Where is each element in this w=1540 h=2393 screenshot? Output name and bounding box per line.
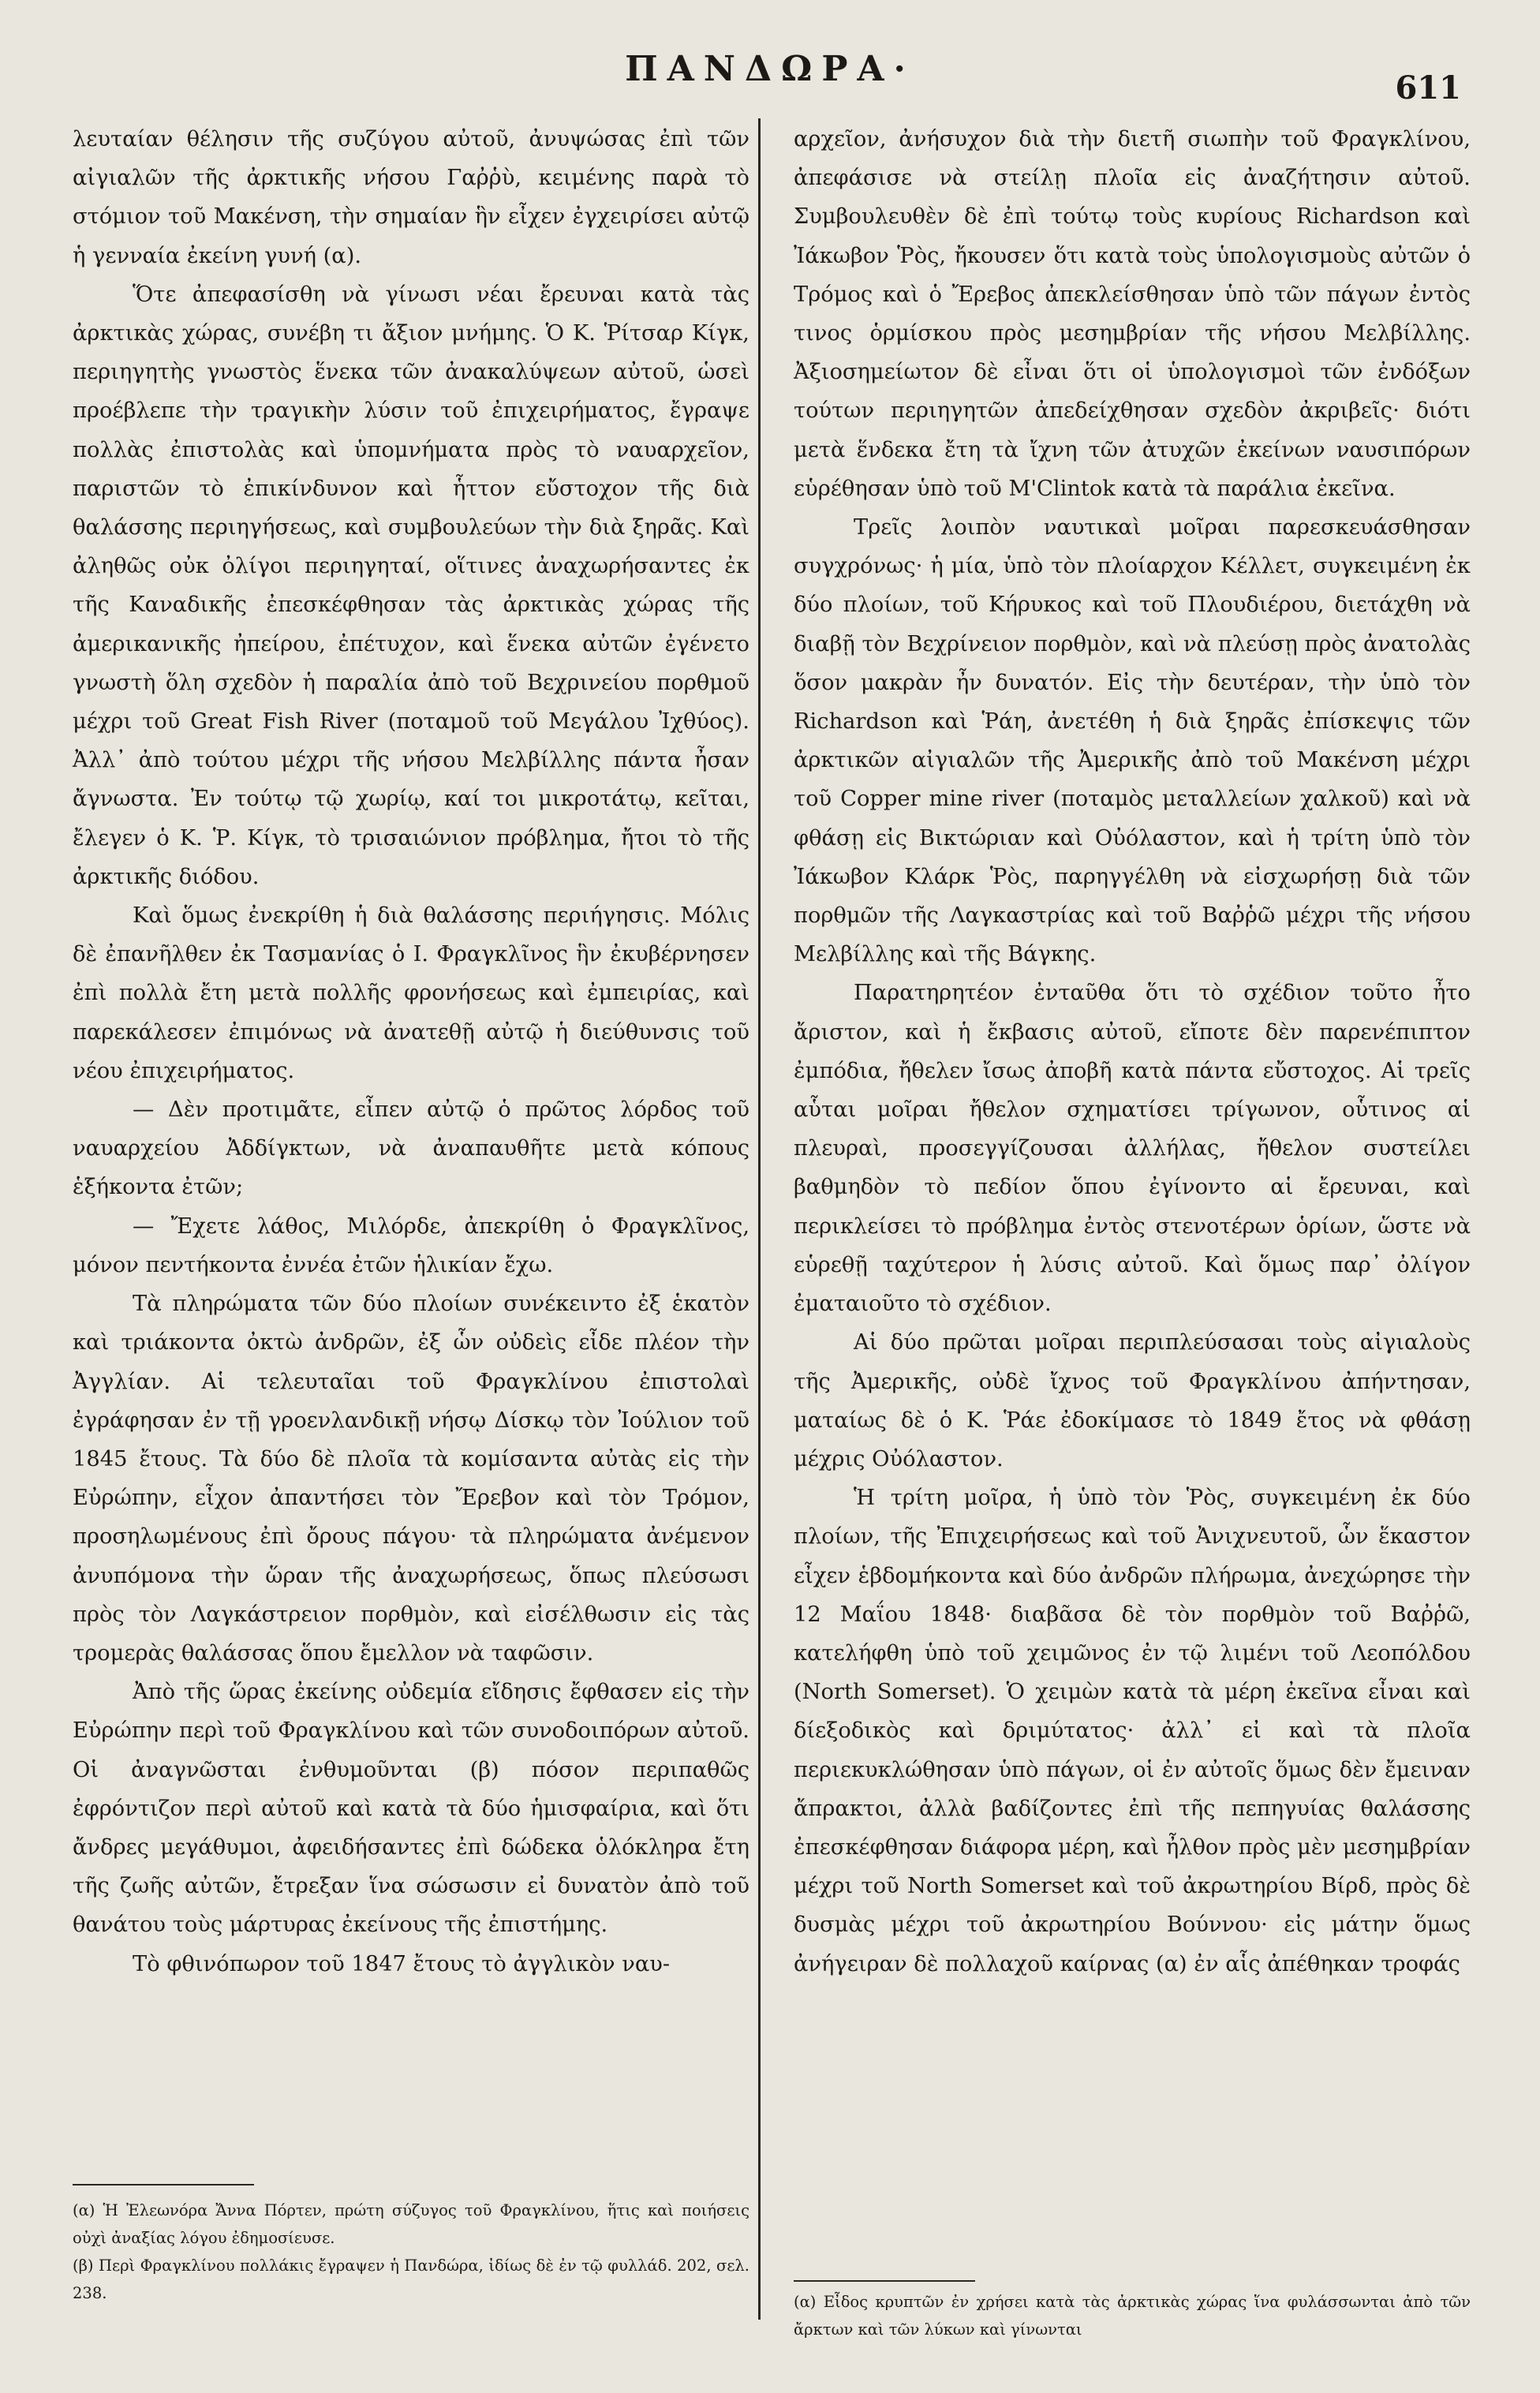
paragraph: Ἡ τρίτη μοῖρα, ἡ ὑπὸ τὸν Ῥὸς, συγκειμένη ἐκ δύο πλοίων, τῆς Ἐπιχειρήσεως καὶ τοῦ Ἀνιχνευτοῦ, ὧν ἕκαστον εἶχεν ἑβδομήκοντα καὶ δύο ἀνδρῶν πλήρωμα, ἀνεχώρησε τὴν 12 Μαΐου 1848· διαβᾶσα δὲ τὸν πορθμὸν τοῦ Βαῤῥῶ, κατελήφθη ὑπὸ τοῦ χειμῶνος ἐν τῷ λιμένι τοῦ Λεοπόλδου (North Somerset). Ὁ χειμὼν κατὰ τὰ μέρη ἐκεῖνα εἶναι καὶ δίεξοδικὸς καὶ δριμύτατος· ἀλλ᾽ εἰ καὶ τὰ πλοῖα περιεκυκλώθησαν ὑπὸ πάγων, οἱ ἐν αὐτοῖς ὅμως δὲν ἔμειναν ἄπρακτοι, ἀλλὰ βαδίζοντες ἐπὶ τῆς πεπηγυίας θαλάσσης ἐπεσκέφθησαν διάφορα μέρη, καὶ ἦλθον πρὸς μὲν μεσημβρίαν μέχρι τοῦ North Somerset καὶ τοῦ ἀκρωτηρίου Βίρδ, πρὸς δὲ δυσμὰς μέχρι τοῦ ἀκρωτηρίου Βούννου· εἰς μάτην ὅμως ἀνήγειραν δὲ πολλαχοῦ καίρνας (α) ἐν αἷς ἀπέθηκαν τροφάς (794, 1486, 1471, 1976)
right-column (794, 120, 1471, 1984)
paragraph: — Ἔχετε λάθος, Μιλόρδε, ἀπεκρίθη ὁ Φραγκλῖνος, μόνον πεντήκοντα ἐννέα ἐτῶν ἡλικίαν ἔχω. (73, 1213, 749, 1277)
footnote: (α) Ἡ Ἐλεωνόρα Ἄννα Πόρτεν, πρώτη σύζυγος τοῦ Φραγκλίνου, ἥτις καὶ ποιήσεις οὐχὶ ἀναξίας λόγου ἐδημοσίευσε. (73, 2201, 749, 2247)
paragraph: αρχεῖον, ἀνήσυχον διὰ τὴν διετῆ σιωπὴν τοῦ Φραγκλίνου, ἀπεφάσισε νὰ στείλῃ πλοῖα εἰς ἀναζήτησιν αὐτοῦ. Συμβουλευθὲν δὲ ἐπὶ τούτῳ τοὺς κυρίους Richardson καὶ Ἰάκωβον Ῥὸς, ἤκουσεν ὅτι κατὰ τοὺς ὑπολογισμοὺς αὐτῶν ὁ Τρόμος καὶ ὁ Ἔρεβος ἀπεκλείσθησαν ὑπὸ τῶν πάγων ἐντὸς τινος ὁρμίσκου πρὸς μεσημβρίαν τῆς νήσου Μελβίλλης. Ἀξιοσημείωτον δὲ εἶναι ὅτι οἱ ὑπολογισμοὶ τῶν ἐνδόξων τούτων περιηγητῶν ἀπεδείχθησαν σχεδὸν ἀκριβεῖς· διότι μετὰ ἕνδεκα ἔτη τὰ ἴχνη τῶν ἀτυχῶν ἐκείνων ναυσιπόρων εὑρέθησαν ὑπὸ τοῦ M'Clintok κατὰ τὰ παράλια ἐκεῖνα. (794, 127, 1471, 501)
paragraph: Ἀπὸ τῆς ὥρας ἐκείνης οὐδεμία εἴδησις ἔφθασεν εἰς τὴν Εὐρώπην περὶ τοῦ Φραγκλίνου καὶ τῶν συνοδοιπόρων αὐτοῦ. Οἱ ἀναγνῶσται ἐνθυμοῦνται (β) πόσον περιπαθῶς ἐφρόντιζον περὶ αὐτοῦ καὶ κατὰ τὰ δύο ἡμισφαίρια, καὶ ὅτι ἄνδρες μεγάθυμοι, ἀφειδήσαντες ἐπὶ δώδεκα ὁλόκληρα ἔτη τῆς ζωῆς αὐτῶν, ἔτρεξαν ἵνα σώσωσιν εἰ δυνατὸν ἀπὸ τοῦ θανάτου τοὺς μάρτυρας ἐκείνους τῆς ἐπιστήμης. (73, 1680, 749, 1938)
page-number: 611 (1395, 69, 1461, 107)
left-column (73, 120, 749, 1984)
footnote-rule (794, 2280, 975, 2282)
paragraph: — Δὲν προτιμᾶτε, εἶπεν αὐτῷ ὁ πρῶτος λόρδος τοῦ ναυαρχείου Ἀδδίγκτων, νὰ ἀναπαυθῆτε μετὰ κόπους ἑξήκοντα ἐτῶν; (73, 1097, 749, 1200)
footnote: (α) Εἶδος κρυπτῶν ἐν χρήσει κατὰ τὰς ἀρκτικὰς χώρας ἵνα φυλάσσωνται ἀπὸ τῶν ἄρκτων καὶ τῶν λύκων καὶ γίνωνται (794, 2293, 1471, 2339)
column-divider (758, 118, 761, 2320)
paragraph: Αἱ δύο πρῶται μοῖραι περιπλεύσασαι τοὺς αἰγιαλοὺς τῆς Ἀμερικῆς, οὐδὲ ἴχνος τοῦ Φραγκλίνου ἀπήντησαν, ματαίως δὲ ὁ Κ. Ῥάε ἐδοκίμασε τὸ 1849 ἔτος νὰ φθάσῃ μέχρις Οὐόλαστον. (794, 1330, 1471, 1471)
paragraph: Τὸ φθινόπωρον τοῦ 1847 ἔτους τὸ ἀγγλικὸν ναυ- (133, 1951, 671, 1976)
paragraph: Παρατηρητέον ἐνταῦθα ὅτι τὸ σχέδιον τοῦτο ἦτο ἄριστον, καὶ ἡ ἔκβασις αὐτοῦ, εἴποτε δὲν παρενέπιπτον ἐμπόδια, ἤθελεν ἴσως ἀποβῆ κατὰ πάντα εὔστοχος. Αἱ τρεῖς αὗται μοῖραι ἤθελον σχηματίσει τρίγωνον, οὗτινος αἱ πλευραὶ, προσεγγίζουσαι ἀλλήλας, ἤθελον συστείλει βαθμηδὸν τὸ πεδίον ὅπου ἐγίνοντο αἱ ἔρευναι, καὶ περικλείσει τὸ πρόβλημα ἐντὸς στενοτέρων ὁρίων, ὥστε νὰ εὑρεθῇ ταχύτερον ἡ λύσις αὐτοῦ. Καὶ ὅμως παρ᾽ ὀλίγον ἐματαιοῦτο τὸ σχέδιον. (794, 981, 1471, 1317)
footnotes-right (794, 2288, 1471, 2343)
footnote: (β) Περὶ Φραγκλίνου πολλάκις ἔγραψεν ἡ Πανδώρα, ἰδίως δὲ ἐν τῷ φυλλάδ. 202, σελ. 238. (73, 2257, 749, 2302)
paragraph: λευταίαν θέλησιν τῆς συζύγου αὐτοῦ, ἀνυψώσας ἐπὶ τῶν αἰγιαλῶν τῆς ἀρκτικῆς νήσου Γαῤῥὺ, κειμένης παρὰ τὸ στόμιον τοῦ Μακένση, τὴν σημαίαν ἣν εἶχεν ἐγχειρίσει αὐτῷ ἡ γενναία ἐκείνη γυνή (α). (73, 127, 749, 268)
running-title: ΠΑΝΔΩΡΑ· (625, 49, 915, 89)
paragraph: Τὰ πληρώματα τῶν δύο πλοίων συνέκειντο ἐξ ἑκατὸν καὶ τριάκοντα ὀκτὼ ἀνδρῶν, ἐξ ὧν οὐδεὶς εἶδε πλέον τὴν Ἀγγλίαν. Αἱ τελευταῖαι τοῦ Φραγκλίνου ἐπιστολαὶ ἐγράφησαν ἐν τῇ γροενλανδικῇ νήσῳ Δίσκῳ τὸν Ἰούλιον τοῦ 1845 ἔτους. Τὰ δύο δὲ πλοῖα τὰ κομίσαντα αὐτὰς εἰς τὴν Εὐρώπην, εἶχον ἀπαντήσει τὸν Ἔρεβον καὶ τὸν Τρόμον, προσηλωμένους ἐπὶ ὄρους πάγου· τὰ πληρώματα ἀνέμενον ἀνυπόμονα τὴν ὥραν τῆς ἀναχωρήσεως, ὅπως πλεύσωσι πρὸς τὸν Λαγκάστρειον πορθμὸν, καὶ εἰσέλθωσιν εἰς τὰς τρομερὰς θαλάσσας ὅπου ἔμελλον νὰ ταφῶσιν. (73, 1292, 749, 1666)
footnotes-left (73, 2197, 749, 2307)
paragraph: Ὅτε ἀπεφασίσθη νὰ γίνωσι νέαι ἔρευναι κατὰ τὰς ἀρκτικὰς χώρας, συνέβη τι ἄξιον μνήμης. Ὁ Κ. Ῥίτσαρ Κίγκ, περιηγητὴς γνωστὸς ἕνεκα τῶν ἀνακαλύψεων αὐτοῦ, ὡσεὶ προέβλεπε τὴν τραγικὴν λύσιν τοῦ ἐπιχειρήματος, ἔγραψε πολλὰς ἐπιστολὰς καὶ ὑπομνήματα πρὸς τὸ ναυαρχεῖον, παριστῶν τὸ ἐπικίνδυνον καὶ ἧττον εὔστοχον τῆς διὰ θαλάσσης περιηγήσεως, καὶ συμβουλεύων τὴν διὰ ξηρᾶς. Καὶ ἀληθῶς οὐκ ὀλίγοι περιηγηταί, οἵτινες ἀναχωρήσαντες ἐκ τῆς Καναδικῆς ἐπεσκέφθησαν τὰς ἀρκτικὰς χώρας τῆς ἀμερικανικῆς ἠπείρου, ἐπέτυχον, καὶ ἕνεκα αὐτῶν ἐγένετο γνωστὴ ὅλη σχεδὸν ἡ παραλία ἀπὸ τοῦ Βεχρινείου πορθμοῦ μέχρι τοῦ Great Fish River (ποταμοῦ τοῦ Μεγάλου Ἰχθύος). Ἀλλ᾽ ἀπὸ τούτου μέχρι τῆς νήσου Μελβίλλης πάντα ἦσαν ἄγνωστα. Ἐν τούτῳ τῷ χωρίῳ, καί τοι μικροτάτῳ, κεῖται, ἔλεγεν ὁ Κ. Ῥ. Κίγκ, τὸ τρισαιώνιον πρόβλημα, ἤτοι τὸ τῆς ἀρκτικῆς διόδου. (73, 282, 749, 889)
footnote-rule (73, 2184, 254, 2185)
paragraph: Τρεῖς λοιπὸν ναυτικαὶ μοῖραι παρεσκευάσθησαν συγχρόνως· ἡ μία, ὑπὸ τὸν πλοίαρχον Κέλλετ, συγκειμένη ἐκ δύο πλοίων, τοῦ Κήρυκος καὶ τοῦ Πλουδιέρου, διετάχθη νὰ διαβῇ τὸν Βεχρίνειον πορθμὸν, καὶ νὰ πλεύσῃ πρὸς ἀνατολὰς ὅσον μακρὰν ἦν δυνατόν. Εἰς τὴν δευτέραν, τὴν ὑπὸ τὸν Richardson καὶ Ῥάη, ἀνετέθη ἡ διὰ ξηρᾶς ἐπίσκεψις τῶν ἀρκτικῶν αἰγιαλῶν τῆς Ἀμερικῆς ἀπὸ τοῦ Μακένση μέχρι τοῦ Copper mine river (ποταμὸς μεταλλείων χαλκοῦ) καὶ νὰ φθάσῃ εἰς Βικτώριαν καὶ Οὐόλαστον, καὶ ἡ τρίτη ὑπὸ τὸν Ἰάκωβον Κλάρκ Ῥὸς, παρηγγέλθη νὰ εἰσχωρήσῃ διὰ τῶν πορθμῶν τῆς Λαγκαστρίας καὶ τοῦ Βαῤῥῶ μέχρι τῆς νήσου Μελβίλλης καὶ τῆς Βάγκης. (794, 515, 1471, 967)
paragraph: Καὶ ὅμως ἐνεκρίθη ἡ διὰ θαλάσσης περιήγησις. Μόλις δὲ ἐπανῆλθεν ἐκ Τασμανίας ὁ Ι. Φραγκλῖνος ἣν ἐκυβέρνησεν ἐπὶ πολλὰ ἔτη μετὰ πολλῆς φρονήσεως καὶ ἐμπειρίας, καὶ παρεκάλεσεν ἐπιμόνως νὰ ἀνατεθῇ αὐτῷ ἡ διεύθυνσις τοῦ νέου ἐπιχειρήματος. (73, 903, 749, 1083)
